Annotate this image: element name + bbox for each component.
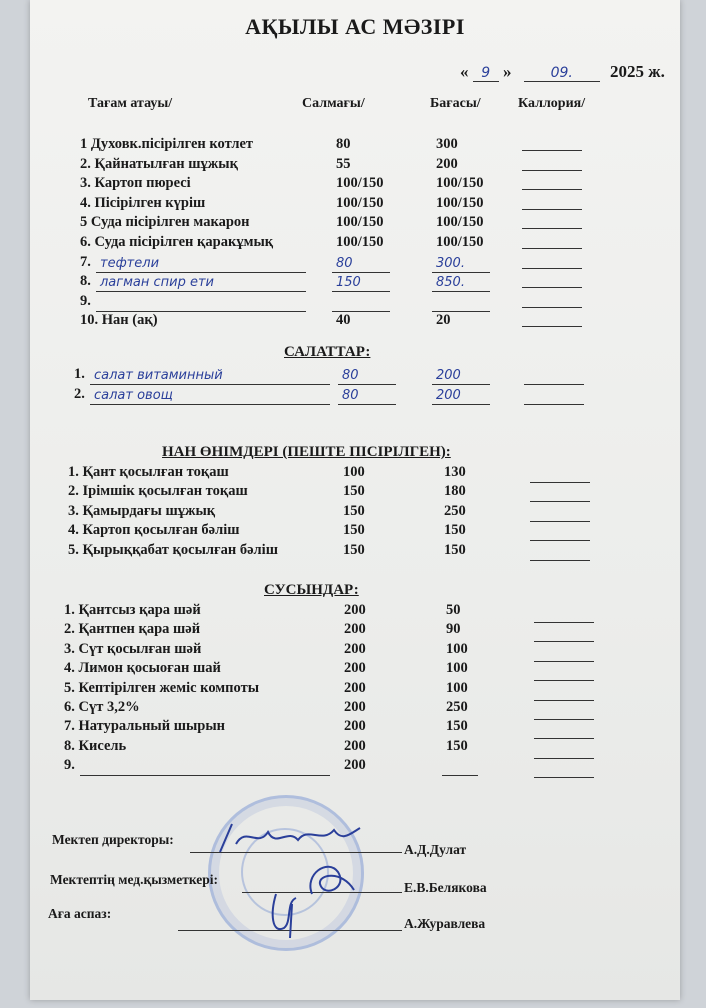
main-dish-price: 100/150 — [436, 214, 484, 231]
main-dish-name-line — [96, 291, 306, 292]
bakery-item-calorie-line — [530, 521, 590, 522]
drink-calorie-line — [534, 661, 594, 662]
bakery-item-price: 150 — [444, 541, 466, 558]
main-dish-weight-line — [332, 291, 390, 292]
director-name: А.Д.Дулат — [404, 842, 467, 857]
drink-weight: 200 — [344, 737, 366, 754]
main-dish-name: 10. Нан (ақ) — [80, 312, 158, 329]
drink-weight: 200 — [344, 679, 366, 696]
drink-calorie-line — [534, 738, 594, 739]
drink-calorie-line — [534, 758, 594, 759]
bakery-item-price: 130 — [444, 464, 466, 480]
main-dish-name: 2. Қайнатылған шұжық — [80, 155, 238, 172]
main-dish-price: 100/150 — [436, 194, 484, 211]
main-dish-name: 5 Суда пісірілген макарон — [80, 214, 250, 231]
drink-price: 150 — [446, 737, 468, 754]
drink-price: 50 — [446, 602, 461, 618]
header-price: Бағасы/ — [430, 96, 481, 111]
main-dish-name: 8. — [80, 273, 91, 290]
drink-calorie-line — [534, 719, 594, 720]
bakery-item-name: 1. Қант қосылған тоқаш — [68, 464, 229, 480]
main-dish-calorie-line — [522, 150, 582, 151]
main-dish-weight: 55 — [336, 155, 351, 172]
main-dish-weight: 100/150 — [336, 234, 384, 250]
director-label: Мектеп директоры: — [52, 832, 174, 847]
main-dish-calorie-line — [522, 228, 582, 229]
salad-handwritten-name: салат овощ — [94, 388, 173, 403]
main-dish-calorie-line — [522, 248, 582, 249]
main-dish-name: 7. — [80, 253, 91, 270]
main-dish-price: 100/150 — [436, 234, 484, 250]
salad-handwritten-name: салат витаминный — [94, 368, 223, 383]
salad-name-line — [90, 384, 330, 385]
nurse-label: Мектептің мед.қызметкері: — [50, 872, 219, 887]
main-dish-price: 20 — [436, 312, 451, 329]
main-dish-price: 100/150 — [436, 175, 484, 192]
drink-calorie-line — [534, 777, 594, 778]
salad-price-line — [432, 384, 490, 385]
drink-weight: 200 — [344, 660, 366, 677]
bakery-item-price: 180 — [444, 483, 466, 500]
main-dish-weight: 80 — [336, 255, 353, 271]
main-dish-weight: 150 — [336, 275, 361, 291]
bakery-item-weight: 150 — [343, 502, 365, 519]
bakery-item-price: 150 — [444, 522, 466, 539]
drinks-title: СУСЫНДАР: — [264, 582, 359, 598]
header-calories: Каллория/ — [518, 96, 586, 111]
bakery-item-name: 5. Қырыққабат қосылған бәліш — [68, 541, 278, 558]
drink-name: 8. Кисель — [64, 737, 127, 754]
main-dish-name: 1 Духовк.пісірілген котлет — [80, 136, 254, 152]
date-day: 9 — [473, 65, 499, 82]
main-dish-calorie-line — [522, 268, 582, 269]
main-dish-name: 9. — [80, 292, 91, 309]
bakery-item-name: 3. Қамырдағы шұжық — [68, 502, 216, 519]
header-weight: Салмағы/ — [302, 96, 365, 111]
drink-name: 9. — [64, 757, 75, 774]
drink-name-line — [80, 775, 330, 776]
salad-price: 200 — [436, 388, 461, 403]
drink-price: 150 — [446, 718, 468, 735]
header-name: Тағам атауы/ — [88, 96, 173, 111]
drink-name: 1. Қантсыз қара шәй — [64, 602, 201, 618]
main-dish-calorie-line — [522, 209, 582, 210]
chef-signature — [256, 884, 316, 944]
drink-name: 2. Қантпен қара шәй — [64, 621, 201, 638]
main-dish-name: 4. Пісірілген күріш — [80, 194, 206, 211]
drink-price: 100 — [446, 679, 468, 696]
bakery-item-weight: 150 — [343, 541, 365, 558]
director-signature — [210, 818, 370, 858]
salad-name-line — [90, 404, 330, 405]
bakery-item-name: 4. Картоп қосылған бәліш — [68, 522, 240, 539]
salad-weight-line — [338, 404, 396, 405]
salad-price: 200 — [436, 368, 461, 383]
main-dish-calorie-line — [522, 189, 582, 190]
menu-sheet — [30, 0, 680, 1000]
bakery-item-price: 250 — [444, 502, 466, 519]
date-month: 09. — [524, 65, 600, 82]
salad-price-line — [432, 404, 490, 405]
bakery-item-calorie-line — [530, 501, 590, 502]
main-dish-name-line — [96, 272, 306, 273]
bakery-item-weight: 150 — [343, 522, 365, 539]
drink-weight: 200 — [344, 699, 366, 715]
main-dish-price-line — [432, 291, 490, 292]
bakery-item-name: 2. Ірімшік қосылған тоқаш — [68, 483, 248, 500]
salad-calorie-line — [524, 404, 584, 405]
drink-weight: 200 — [344, 718, 366, 735]
salad-weight-line — [338, 384, 396, 385]
main-dish-weight: 40 — [336, 312, 351, 329]
drink-weight: 200 — [344, 640, 366, 657]
drink-weight: 200 — [344, 602, 366, 618]
main-dish-handwritten-name: лагман спир ети — [100, 275, 215, 291]
drink-name: 6. Сүт 3,2% — [64, 699, 140, 715]
salad-calorie-line — [524, 384, 584, 385]
main-dish-weight: 100/150 — [336, 175, 384, 192]
main-dish-name: 3. Картоп пюресі — [80, 175, 191, 192]
main-dish-calorie-line — [522, 170, 582, 171]
bakery-item-weight: 150 — [343, 483, 365, 500]
bakery-item-calorie-line — [530, 482, 590, 483]
drink-calorie-line — [534, 622, 594, 623]
main-dish-calorie-line — [522, 287, 582, 288]
nurse-name: Е.В.Белякова — [404, 880, 487, 895]
drink-price: 250 — [446, 699, 468, 715]
bakery-item-calorie-line — [530, 540, 590, 541]
main-dish-weight: 100/150 — [336, 194, 384, 211]
drink-price: 90 — [446, 621, 461, 638]
drink-name: 5. Кептірілген жеміс компоты — [64, 679, 260, 696]
main-dish-price: 300 — [436, 136, 458, 152]
drink-weight: 200 — [344, 621, 366, 638]
drink-calorie-line — [534, 680, 594, 681]
date-year: 2025 ж. — [610, 62, 665, 81]
main-dish-name: 6. Суда пісірілген қаракұмық — [80, 234, 274, 250]
main-dish-weight-line — [332, 272, 390, 273]
page-title: АҚЫЛЫ АС МӘЗІРІ — [245, 14, 465, 39]
drink-weight: 200 — [344, 757, 366, 774]
main-dish-price-line — [432, 272, 490, 273]
chef-label: Аға аспаз: — [48, 906, 112, 921]
salad-name: 1. — [74, 366, 85, 382]
main-dish-calorie-line — [522, 307, 582, 308]
main-dish-price: 850. — [436, 275, 465, 291]
drink-price: 100 — [446, 660, 468, 677]
salads-title: САЛАТТАР: — [284, 344, 371, 360]
drink-name: 7. Натуральный шырын — [64, 718, 226, 735]
chef-name: А.Журавлева — [404, 916, 486, 931]
drink-calorie-line — [534, 641, 594, 642]
salad-weight: 80 — [342, 368, 359, 383]
drink-name: 4. Лимон қосыоған шай — [64, 660, 221, 677]
main-dish-weight: 100/150 — [336, 214, 384, 231]
date-close-quote: » — [503, 62, 512, 81]
drink-price: 100 — [446, 640, 468, 657]
salad-name: 2. — [74, 386, 85, 402]
date-line — [460, 62, 665, 82]
main-dish-handwritten-name: тефтели — [100, 255, 160, 271]
salad-weight: 80 — [342, 388, 359, 403]
drink-calorie-line — [534, 700, 594, 701]
main-dish-calorie-line — [522, 326, 582, 327]
main-dish-weight: 80 — [336, 136, 351, 152]
main-dish-price: 300. — [436, 255, 465, 271]
bakery-item-calorie-line — [530, 560, 590, 561]
bakery-title: НАН ӨНІМДЕРІ (ПЕШТЕ ПІСІРІЛГЕН): — [162, 444, 451, 460]
drink-name: 3. Сүт қосылған шәй — [64, 640, 202, 657]
date-open-quote: « — [460, 62, 469, 81]
bakery-item-weight: 100 — [343, 464, 365, 480]
drink-price-line — [442, 775, 478, 776]
main-dish-price: 200 — [436, 155, 458, 172]
